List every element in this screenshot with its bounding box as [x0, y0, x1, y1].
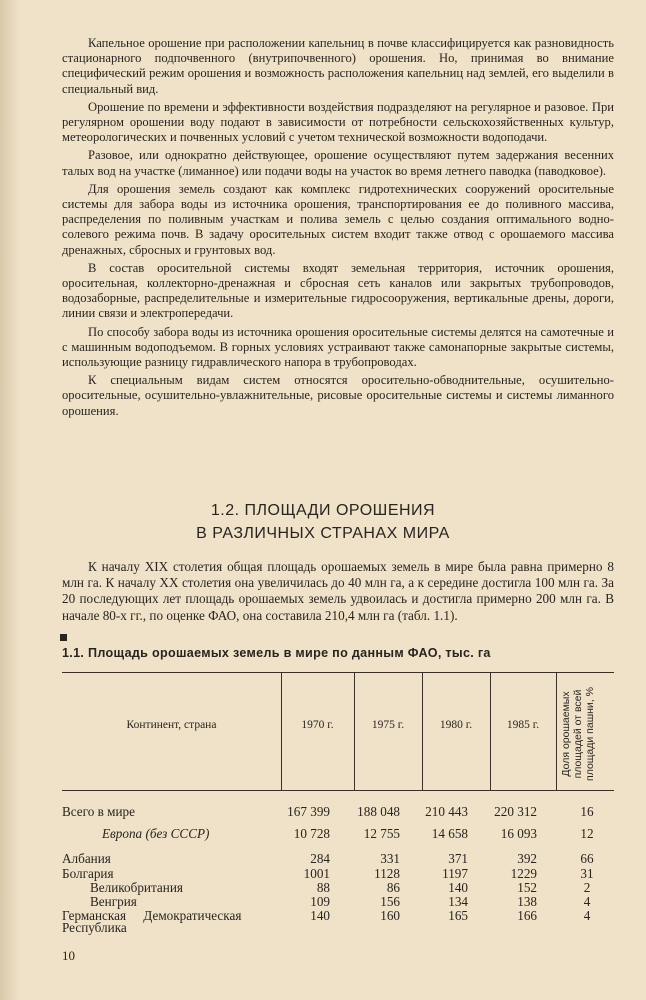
cell-1980: 134 — [448, 894, 468, 909]
cell-1980: 371 — [448, 851, 468, 866]
cell-1985: 166 — [517, 908, 537, 923]
row-label: Всего в мире — [62, 804, 136, 819]
cell-1970: 10 728 — [293, 826, 330, 841]
page-number: 10 — [62, 948, 75, 963]
cell-share: 16 — [580, 804, 594, 819]
row-label: Европа (без СССР) — [102, 826, 210, 841]
cell-share: 31 — [580, 866, 594, 881]
paragraph: К специальным видам систем относятся оросительно-обводнительные, осушительно-оросительные, осушительно-увлажнительные, рисовые оросительные системы и системы лиманного орошения. — [62, 373, 614, 418]
table-marker — [60, 634, 67, 641]
table-column-divider — [281, 672, 282, 790]
cell-1975: 188 048 — [357, 804, 400, 819]
section-title-line2: В РАЗЛИЧНЫХ СТРАНАХ МИРА — [196, 525, 450, 542]
cell-1970: 88 — [316, 880, 330, 895]
table-row-continuation — [62, 920, 614, 936]
cell-1970: 1001 — [303, 866, 330, 881]
cell-1975: 86 — [386, 880, 400, 895]
paragraph: Для орошения земель создают как комплекс гидротехнических сооружений оросительные системы для забора воды из источника орошения, транспортирования ее до поливного массива, распределения по поливным участкам и полива земель с целью создания оптимального водно-солевого режима почв. В задачу оросительных систем входит также отвод с орошаемого массива дренажных, сбросных и грунтовых вод. — [62, 181, 614, 257]
row-label: Венгрия — [90, 894, 137, 909]
cell-1970: 140 — [310, 908, 330, 923]
header-share: Доля орошаемых площадей от всей площади пашни, % — [560, 687, 596, 781]
cell-1985: 1229 — [510, 866, 537, 881]
table-header-bottom-rule — [62, 790, 614, 791]
row-label: Германская Демократическая — [62, 908, 242, 923]
cell-1980: 210 443 — [425, 804, 468, 819]
cell-1980: 14 658 — [431, 826, 468, 841]
cell-1975: 160 — [380, 908, 400, 923]
header-country: Континент, страна — [126, 719, 217, 731]
header-1980: 1980 г. — [439, 719, 473, 731]
paragraph: Капельное орошение при расположении капельниц в почве классифицируется как разновидность стационарного подпочвенного (внутрипочвенного) орошения. Но, принимая во внимание специфический режим орошения и возможность расположения капельниц над землей, его выделили в специальный вид. — [62, 36, 614, 96]
table-top-rule — [62, 672, 614, 673]
cell-1980: 1197 — [442, 866, 468, 881]
cell-1970: 167 399 — [287, 804, 330, 819]
header-1975: 1975 г. — [371, 719, 405, 731]
paragraph: В состав оросительной системы входят земельная территория, источник орошения, оросительная, коллекторно-дренажная и сбросная сеть каналов или закрытых трубопроводов, водозаборные, распределительные и измерительные гидросооружения, вертикальные дрены, дороги, линии связи и электропередачи. — [62, 260, 614, 321]
paragraph: Орошение по времени и эффективности воздействия подразделяют на регулярное и разовое. При регулярном орошении воду подают в зависимости от потребности сельскохозяйственных культур, метеорологических и почвенных условий с учетом технической возможности водоподачи. — [62, 99, 614, 145]
cell-1975: 1128 — [374, 866, 400, 881]
table-column-divider — [490, 672, 491, 790]
header-1985: 1985 г. — [506, 719, 540, 731]
row-label: Республика — [62, 920, 127, 935]
body-text — [62, 36, 614, 422]
table-row — [62, 851, 614, 867]
cell-1970: 109 — [310, 894, 330, 909]
cell-share: 66 — [580, 851, 594, 866]
table-column-divider — [422, 672, 423, 790]
table-row — [62, 804, 614, 820]
header-1970: 1970 г. — [301, 719, 334, 731]
cell-1985: 138 — [517, 894, 537, 909]
section-intro — [62, 559, 614, 624]
cell-share: 2 — [583, 880, 591, 895]
cell-1985: 152 — [517, 880, 537, 895]
table-caption: 1.1. Площадь орошаемых земель в мире по данным ФАО, тыс. га — [62, 646, 491, 660]
cell-share: 4 — [583, 908, 591, 923]
table-column-divider — [556, 672, 557, 790]
cell-1970: 284 — [310, 851, 330, 866]
cell-1975: 12 755 — [363, 826, 400, 841]
cell-1975: 331 — [380, 851, 400, 866]
row-label: Албания — [62, 851, 111, 866]
cell-1985: 392 — [517, 851, 537, 866]
cell-1980: 165 — [448, 908, 468, 923]
table-row — [62, 826, 614, 842]
row-label: Великобритания — [90, 880, 183, 895]
cell-1980: 140 — [448, 880, 468, 895]
paragraph: Разовое, или однократно действующее, орошение осуществляют путем задержания весенних талых вод на участке (лиманное) или подачи воды на участок во время летнего паводка (паводковое). — [62, 148, 614, 178]
section-title-line1: 1.2. ПЛОЩАДИ ОРОШЕНИЯ — [210, 502, 436, 519]
cell-1975: 156 — [380, 894, 400, 909]
cell-share: 12 — [580, 826, 594, 841]
cell-1985: 16 093 — [500, 826, 537, 841]
table-column-divider — [354, 672, 355, 790]
cell-1985: 220 312 — [494, 804, 537, 819]
cell-share: 4 — [583, 894, 591, 909]
row-label: Болгария — [62, 866, 114, 881]
intro-paragraph: К началу XIX столетия общая площадь орошаемых земель в мире была равна примерно 8 млн га. К началу XX столетия она увеличилась до 40 млн га, а к середине достигла 100 млн га. За 20 последующих лет площадь орошаемых земель удвоилась и достигла примерно 200 млн га. В начале 80-х гг., по оценке ФАО, она составила 210,4 млн га (табл. 1.1). — [62, 559, 614, 623]
paragraph: По способу забора воды из источника орошения оросительные системы делятся на самотечные и с машинным водоподъемом. В горных условиях устраивают также самонапорные закрытые системы, использующие разницу гидравлического напора в трубопроводах. — [62, 324, 614, 370]
